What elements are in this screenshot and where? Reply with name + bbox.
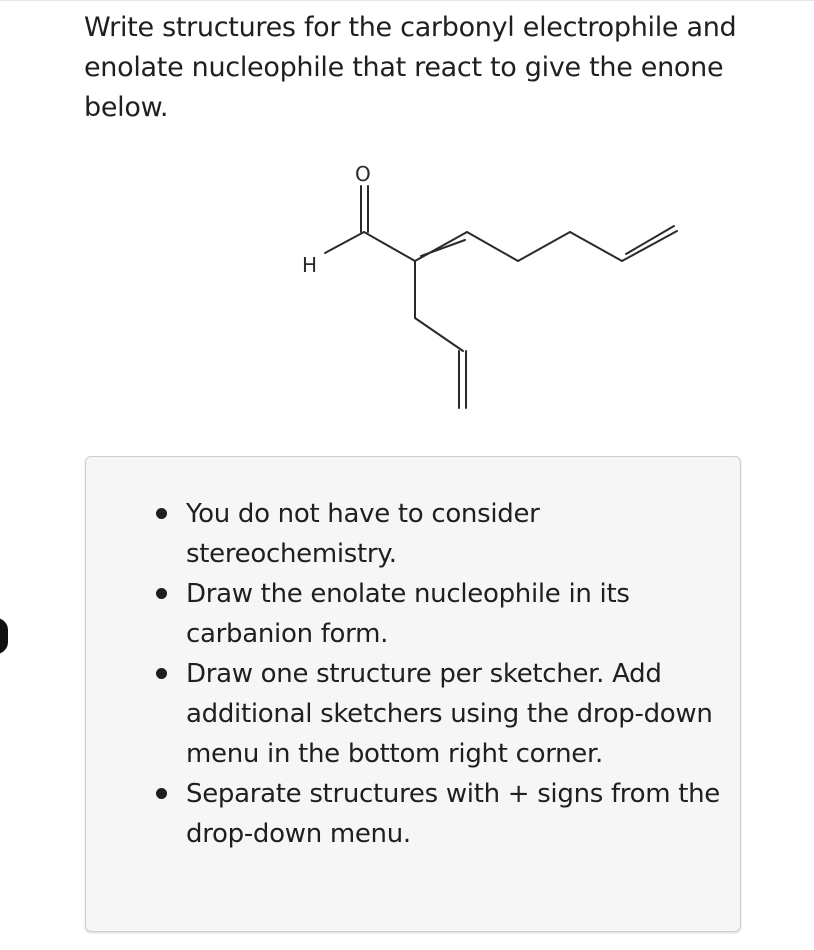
question-prompt: Write structures for the carbonyl electrophile and enolate nucleophile that react to give the enone below. [84,12,737,123]
aldehyde-ch-bond [325,232,364,253]
instruction-text: Draw one structure per sketcher. Add additional sketchers using the drop-down menu in the bottom right corner. [186,659,713,769]
terminal-vinyl-bond-inner [626,226,674,254]
enone-double-bond-outer [415,232,467,261]
hydrogen-atom-label: H [302,253,318,277]
instructions-panel [85,456,741,932]
instructions-list [186,494,726,854]
allyl-bond-2 [415,318,463,351]
side-panel-tab[interactable] [0,618,8,654]
instruction-item [186,574,726,654]
bullet-icon [156,788,167,799]
carbonyl-alpha-bond [364,232,415,261]
bullet-icon [156,588,167,599]
instruction-text: Draw the enolate nucleophile in its carbanion form. [186,579,630,649]
instruction-text: Separate structures with + signs from the drop-down menu. [186,779,720,849]
terminal-vinyl-bond-outer [622,231,677,261]
instruction-text: You do not have to consider stereochemistry. [186,499,540,569]
instruction-item [186,494,726,574]
chain-bond-1 [467,232,518,261]
instruction-item [186,654,726,774]
chain-bond-3 [570,232,622,261]
enone-structure [0,0,814,450]
instruction-item [186,774,726,854]
chain-bond-2 [518,232,570,261]
bullet-icon [156,668,167,679]
enone-double-bond-inner [421,240,465,256]
oxygen-atom-label: O [355,162,371,186]
bullet-icon [156,508,167,519]
